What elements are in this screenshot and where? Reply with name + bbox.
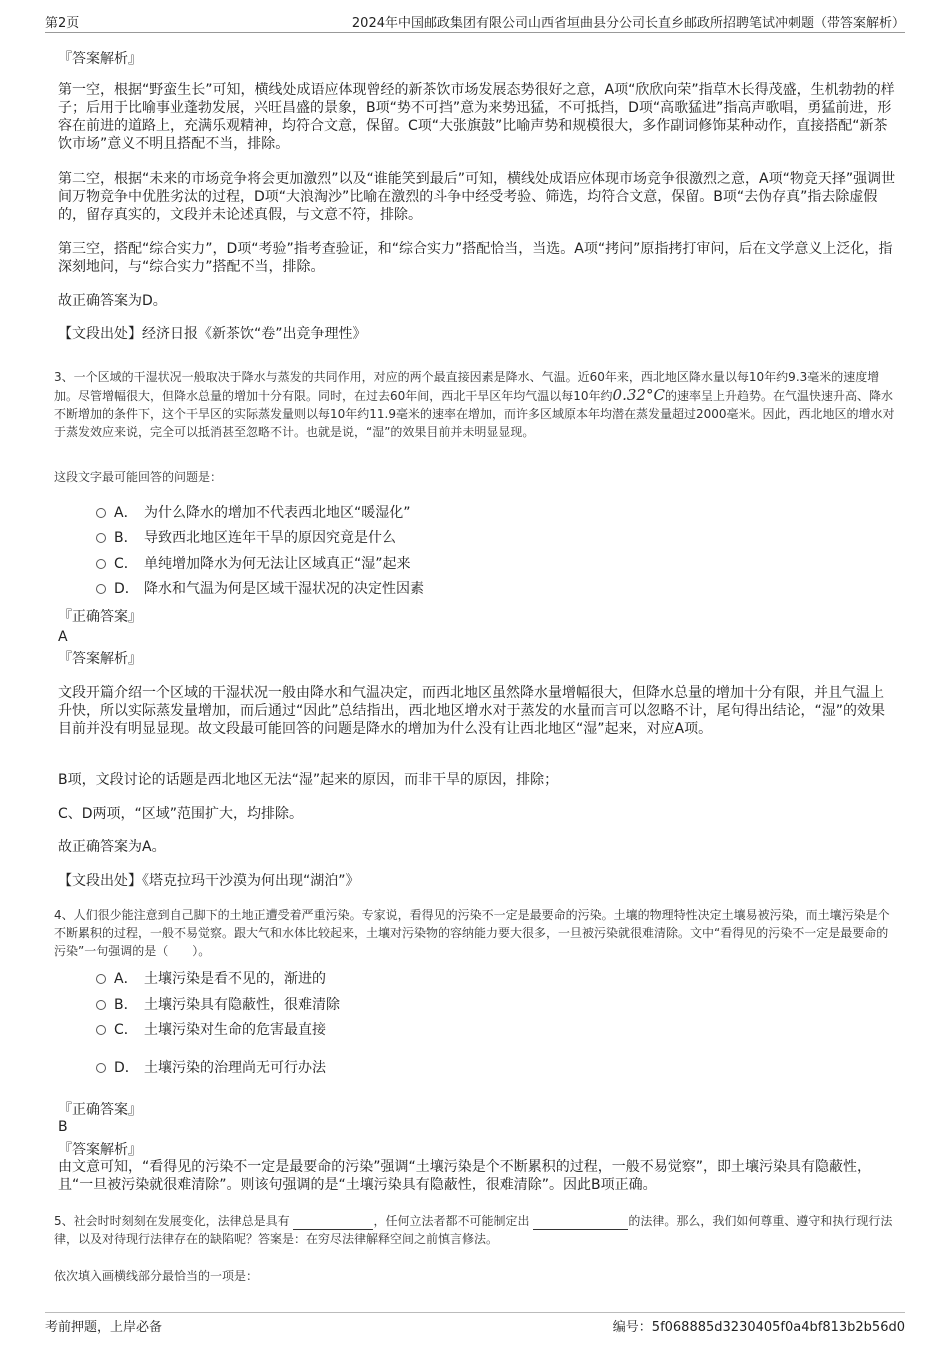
q3-analysis-label: 『答案解析』 — [58, 651, 142, 667]
q3-option-c[interactable]: C． 单纯增加降水为何无法让区域真正“湿”起来 — [96, 555, 411, 573]
radio-icon[interactable] — [96, 1063, 106, 1073]
q3-option-d[interactable]: D． 降水和气温为何是区域干湿状况的决定性因素 — [96, 580, 424, 598]
q5-stem: 5、社会时时刻刻在发展变化，法律总是具有 ，任何立法者都不可能制定出 的法律。那么，我们如何尊重、遵守和执行现行法律，以及对待现行法律存在的缺陷呢？答案是：在穷尽法律解释空间之前慎言修法。 — [54, 1214, 893, 1246]
q5-ask: 依次填入画横线部分最恰当的一项是： — [54, 1269, 259, 1283]
q4-answer: B — [58, 1119, 68, 1135]
q3-analysis-p2: B项，文段讨论的话题是西北地区无法“湿”起来的原因，而非干旱的原因，排除； — [58, 772, 559, 788]
q4-analysis: 由文意可知，“看得见的污染不一定是最要命的污染”强调“土壤污染是个不断累积的过程，一般不易觉察”，即土壤污染具有隐蔽性，且“一旦被污染就很难清除”。则该句强调的是“土壤污染具有隐蔽性，很难清除”。因此B项正确。 — [58, 1159, 872, 1193]
fill-blank-2[interactable] — [533, 1217, 628, 1230]
q3-answer: A — [58, 629, 68, 645]
q4-answer-label: 『正确答案』 — [58, 1102, 142, 1118]
q3-analysis-p1: 文段开篇介绍一个区域的干湿状况一般由降水和气温决定，而西北地区虽然降水量增幅很大，但降水总量的增加十分有限，并且气温上升快，所以实际蒸发量增加，而后通过“因此”总结指出，西北地区增水对于蒸发的水量而言可以忽略不计，尾句得出结论，“湿”的效果目前并没有明显显现。故文段最可能回答的问题是降水的增加为什么没有让西北地区“湿”起来，对应A项。 — [58, 685, 886, 737]
q3-answer-label: 『正确答案』 — [58, 609, 142, 625]
q3-stem-text-b: 的速率呈上升趋势。在气温快速升高、降水不断增加的条件下，这个干旱区的实际蒸发量则以每10年约11.9毫米的速率在增加，而许多区域原本年均潜在蒸发量超过2000毫米。因此，西北地区的增水对于蒸发效应来说，完全可以抵消甚至忽略不计。也就是说，“湿”的效果目前并未明显显现。 — [54, 389, 895, 439]
q4-analysis-label: 『答案解析』 — [58, 1142, 142, 1158]
temperature-formula: 0.32°C — [612, 386, 665, 404]
q3-option-b[interactable]: B． 导致西北地区连年干旱的原因究竟是什么 — [96, 529, 396, 547]
q2-analysis-p1: 第一空，根据“野蛮生长”可知，横线处成语应体现曾经的新茶饮市场发展态势很好之意，A项“欣欣向荣”指草木长得茂盛，生机勃勃的样子；后用于比喻事业蓬勃发展，兴旺昌盛的景象，B项“势不可挡”意为来势迅猛，不可抵挡，D项“高歌猛进”指高声歌唱，勇猛前进，形容在前进的道路上，充满乐观精神，均符合文意，保留。C项“大张旗鼓”比喻声势和规模很大，多作副词修饰某种动作，直接搭配“新茶饮市场”意义不明且搭配不当，排除。 — [58, 82, 895, 152]
q3-stem — [54, 368, 896, 441]
page-header — [45, 10, 905, 33]
q2-analysis-p3: 第三空，搭配“综合实力”，D项“考验”指考查验证，和“综合实力”搭配恰当，当选。A项“拷问”原指拷打审问，后在文学意义上泛化，指深刻地问，与“综合实力”搭配不当，排除。 — [58, 241, 893, 275]
q2-analysis-p2: 第二空，根据“未来的市场竞争将会更加激烈”以及“谁能笑到最后”可知，横线处成语应体现市场竞争很激烈之意，A项“物竞天择”强调世间万物竞争中优胜劣汰的过程，D项“大浪淘沙”比喻在激烈的斗争中经受考验、筛选，均符合文意，保留。B项“去伪存真”指去除虚假的，留存真实的，文段并未论述真假，与文意不符，排除。 — [58, 171, 896, 223]
radio-icon[interactable] — [96, 533, 106, 543]
page-number: 第2页 — [45, 16, 80, 31]
q2-analysis-label: 『答案解析』 — [58, 51, 142, 67]
footer-slogan: 考前押题，上岸必备 — [45, 1320, 163, 1335]
q4-stem: 4、人们很少能注意到自己脚下的土地正遭受着严重污染。专家说，看得见的污染不一定是最要命的污染。土壤的物理特性决定土壤易被污染，而土壤污染是个不断累积的过程，一般不易觉察。跟大气和水体比较起来，土壤对污染物的容纳能力要大很多，一旦被污染就很难清除。文中“看得见的污染不一定是最要命的污染”一句强调的是（ ）。 — [54, 908, 890, 958]
q3-source: 【文段出处】《塔克拉玛干沙漠为何出现“湖泊”》 — [58, 873, 360, 889]
q3-stem-text-a: 3、一个区域的干湿状况一般取决于降水与蒸发的共同作用，对应的两个最直接因素是降水、气温。近60年来，西北地区降水量以每10年约9.3毫米的速度增加。尽管增幅很大，但降水总量的增加十分有限。同时，在过去60年间，西北干旱区年均气温以每10年约 — [54, 370, 880, 403]
radio-icon[interactable] — [96, 1000, 106, 1010]
radio-icon[interactable] — [96, 1025, 106, 1035]
document-title: 2024年中国邮政集团有限公司山西省垣曲县分公司长直乡邮政所招聘笔试冲刺题（带答案解析） — [351, 16, 905, 31]
q4-option-b[interactable]: B． 土壤污染具有隐蔽性，很难清除 — [96, 996, 340, 1014]
radio-icon[interactable] — [96, 508, 106, 518]
page-footer — [45, 1312, 905, 1337]
q3-option-a[interactable]: A． 为什么降水的增加不代表西北地区“暖湿化” — [96, 504, 411, 522]
q3-analysis-p3: C、D两项，“区域”范围扩大，均排除。 — [58, 806, 304, 822]
radio-icon[interactable] — [96, 584, 106, 594]
radio-icon[interactable] — [96, 559, 106, 569]
q4-option-c[interactable]: C． 土壤污染对生命的危害最直接 — [96, 1021, 326, 1039]
q3-ask: 这段文字最可能回答的问题是： — [54, 470, 223, 484]
q2-source: 【文段出处】经济日报《新茶饮“卷”出竞争理性》 — [58, 326, 367, 342]
q2-conclusion: 故正确答案为D。 — [58, 293, 167, 309]
q4-option-a[interactable]: A． 土壤污染是看不见的，渐进的 — [96, 970, 326, 988]
document-id: 编号：5f068885d3230405f0a4bf813b2b56d0 — [612, 1320, 905, 1335]
radio-icon[interactable] — [96, 974, 106, 984]
q4-option-d[interactable]: D． 土壤污染的治理尚无可行办法 — [96, 1059, 326, 1077]
fill-blank-1[interactable] — [293, 1217, 373, 1230]
q3-conclusion: 故正确答案为A。 — [58, 839, 166, 855]
